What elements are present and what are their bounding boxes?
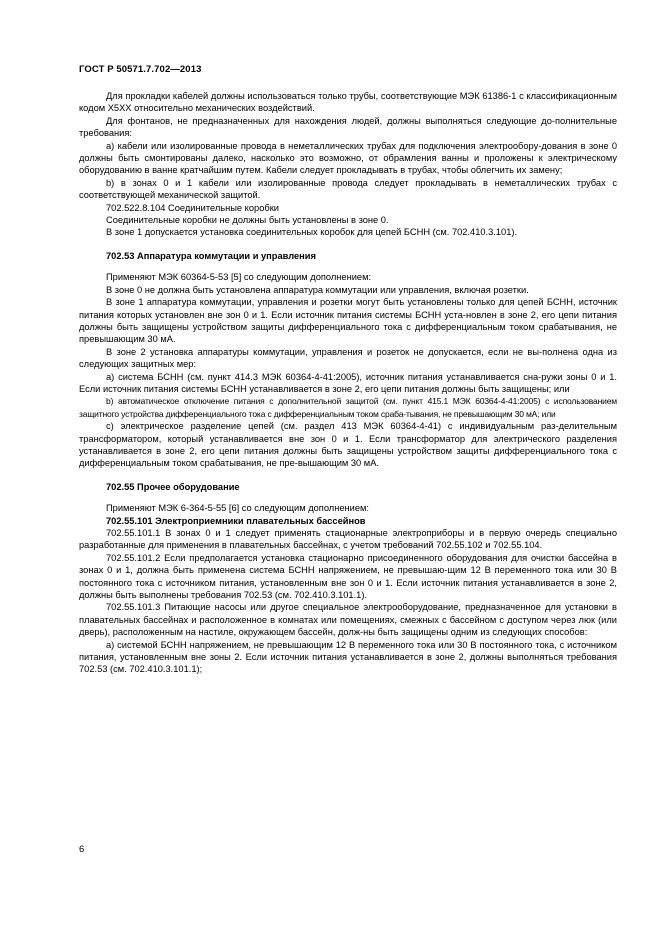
clause-title: 702.522.8.104 Соединительные коробки bbox=[106, 202, 279, 213]
list-item: c) электрическое разделение цепей (см. раздел 413 МЭК 60364-4-41) с индивидуальным раз-делительным трансформатором, который устанавливается вне зон 0 и 1. Если трансформатор для электрического разделения устанавливается в зоне 2, его цепи питания должны быть защищены устройством защиты дифференциального тока с дифференциальным током срабатывания, не пре-вышающим 30 мА. bbox=[79, 421, 617, 469]
paragraph: Соединительные коробки не должны быть установлены в зоне 0. bbox=[106, 215, 389, 226]
section-heading-702-55: 702.55 Прочее оборудование bbox=[106, 481, 240, 492]
document-header: ГОСТ Р 50571.7.702—2013 bbox=[79, 64, 202, 75]
paragraph: Для прокладки кабелей должны использоваться только трубы, соответствующие МЭК 61386-1 с классификационным кодом X5XX относительно механических воздействий. bbox=[79, 91, 617, 114]
paragraph: В зоне 0 не должна быть установлена аппаратура коммутации или управления, включая розетки. bbox=[106, 284, 529, 295]
list-item: a) система БСНН (см. пункт 414.3 МЭК 60364-4-41:2005), источник питания устанавливается сна-ружи зоны 0 и 1. Если источник питания системы БСНН устанавливается в зоне 2, его цепи питания должны быть защищены; или bbox=[79, 371, 617, 394]
paragraph: Применяют МЭК 6-364-5-55 [6] со следующим дополнением: bbox=[106, 503, 369, 514]
paragraph: В зоне 2 установка аппаратуры коммутации, управления и розеток не допускается, если не вы-полнена одна из следующих защитных мер: bbox=[79, 346, 617, 370]
paragraph: В зоне 1 допускается установка соединительных коробок для цепей БСНН (см. 702.410.3.101). bbox=[106, 227, 518, 238]
paragraph: 702.55.101.2 Если предполагается установка стационарно присоединенного оборудования для очистки бассейна в зонах 0 и 1, должна быть применена система БСНН напряжением, не превышаю-щим 12 В переменного тока или 30 В постоянного тока с источником питания, установленным вне зон 0 и 1. Если источник питания устанавливается в зоне 2, должны быть выполнены требования 702.53 (см. 702.410.3.101.1). bbox=[79, 552, 617, 601]
page-number: 6 bbox=[79, 844, 85, 855]
paragraph: 702.55.101.1 В зонах 0 и 1 следует применять стационарные электроприборы и в первую очередь специально разработанные для применения в плавательных бассейнах, с учетом требований 702.55.102 и 702.55.104. bbox=[79, 528, 617, 551]
subsection-heading: 702.55.101 Электроприемники плавательных бассейнов bbox=[106, 515, 366, 526]
paragraph: Для фонтанов, не предназначенных для нахождения людей, должны выполняться следующие до-полнительные требования: bbox=[79, 115, 617, 139]
paragraph: a) кабели или изолированные провода в неметаллических трубах для подключения электрообору-дования в зоне 0 должны быть смонтированы далеко, насколько это возможно, от обрамления ванны и проложены к электрическому оборудованию в ванне кратчайшим путем. Кабели следует прокладывать в трубах, чтобы облегчить их замену; bbox=[79, 140, 617, 176]
paragraph: В зоне 1 аппаратура коммутации, управления и розетки могут быть установлены только для цепей БСНН, источник питания которых установлен вне зон 0 и 1. Если источник питания системы БСНН уста-новлен в зоне 2, его цепи питания должны быть защищены устройством защиты дифференциального тока с дифференциальным током срабатывания, не превышающим 30 мА. bbox=[79, 297, 617, 345]
section-heading-702-53: 702.53 Аппаратура коммутации и управления bbox=[106, 250, 316, 261]
list-item: a) системой БСНН напряжением, не превышающим 12 В переменного тока или 30 В постоянного тока, с источником питания, установленным вне зоны 2. Если источник питания устанавливается в зоне 2, должны выполняться требования 702.53 (см. 702.410.3.101.1); bbox=[79, 639, 617, 675]
list-item: b) автоматическое отключение питания с дополнительной защитой (см. пункт 415.1 МЭК 60364-4-41:2005) с использованием защитного устройства дифференциального тока с дифференциальным током сраба-тывания, не превышающим 30 мА; или bbox=[79, 396, 617, 419]
paragraph: Применяют МЭК 60364-5-53 [5] со следующим дополнением: bbox=[106, 272, 372, 283]
paragraph: b) в зонах 0 и 1 кабели или изолированные провода следует прокладывать в неметаллических трубах с соответствующей механической защитой. bbox=[79, 177, 617, 201]
document-body bbox=[79, 90, 617, 676]
paragraph: 702.55.101.3 Питающие насосы или другое специальное электрооборудование, предназначенное для установки в плавательных бассейнах и расположенное в комнатах или помещениях, смежных с бассейном с доступом через люк (или дверь), расположенным на настиле, окружающем бассейн, долж-ны быть защищены одним из следующих способов: bbox=[79, 602, 617, 638]
